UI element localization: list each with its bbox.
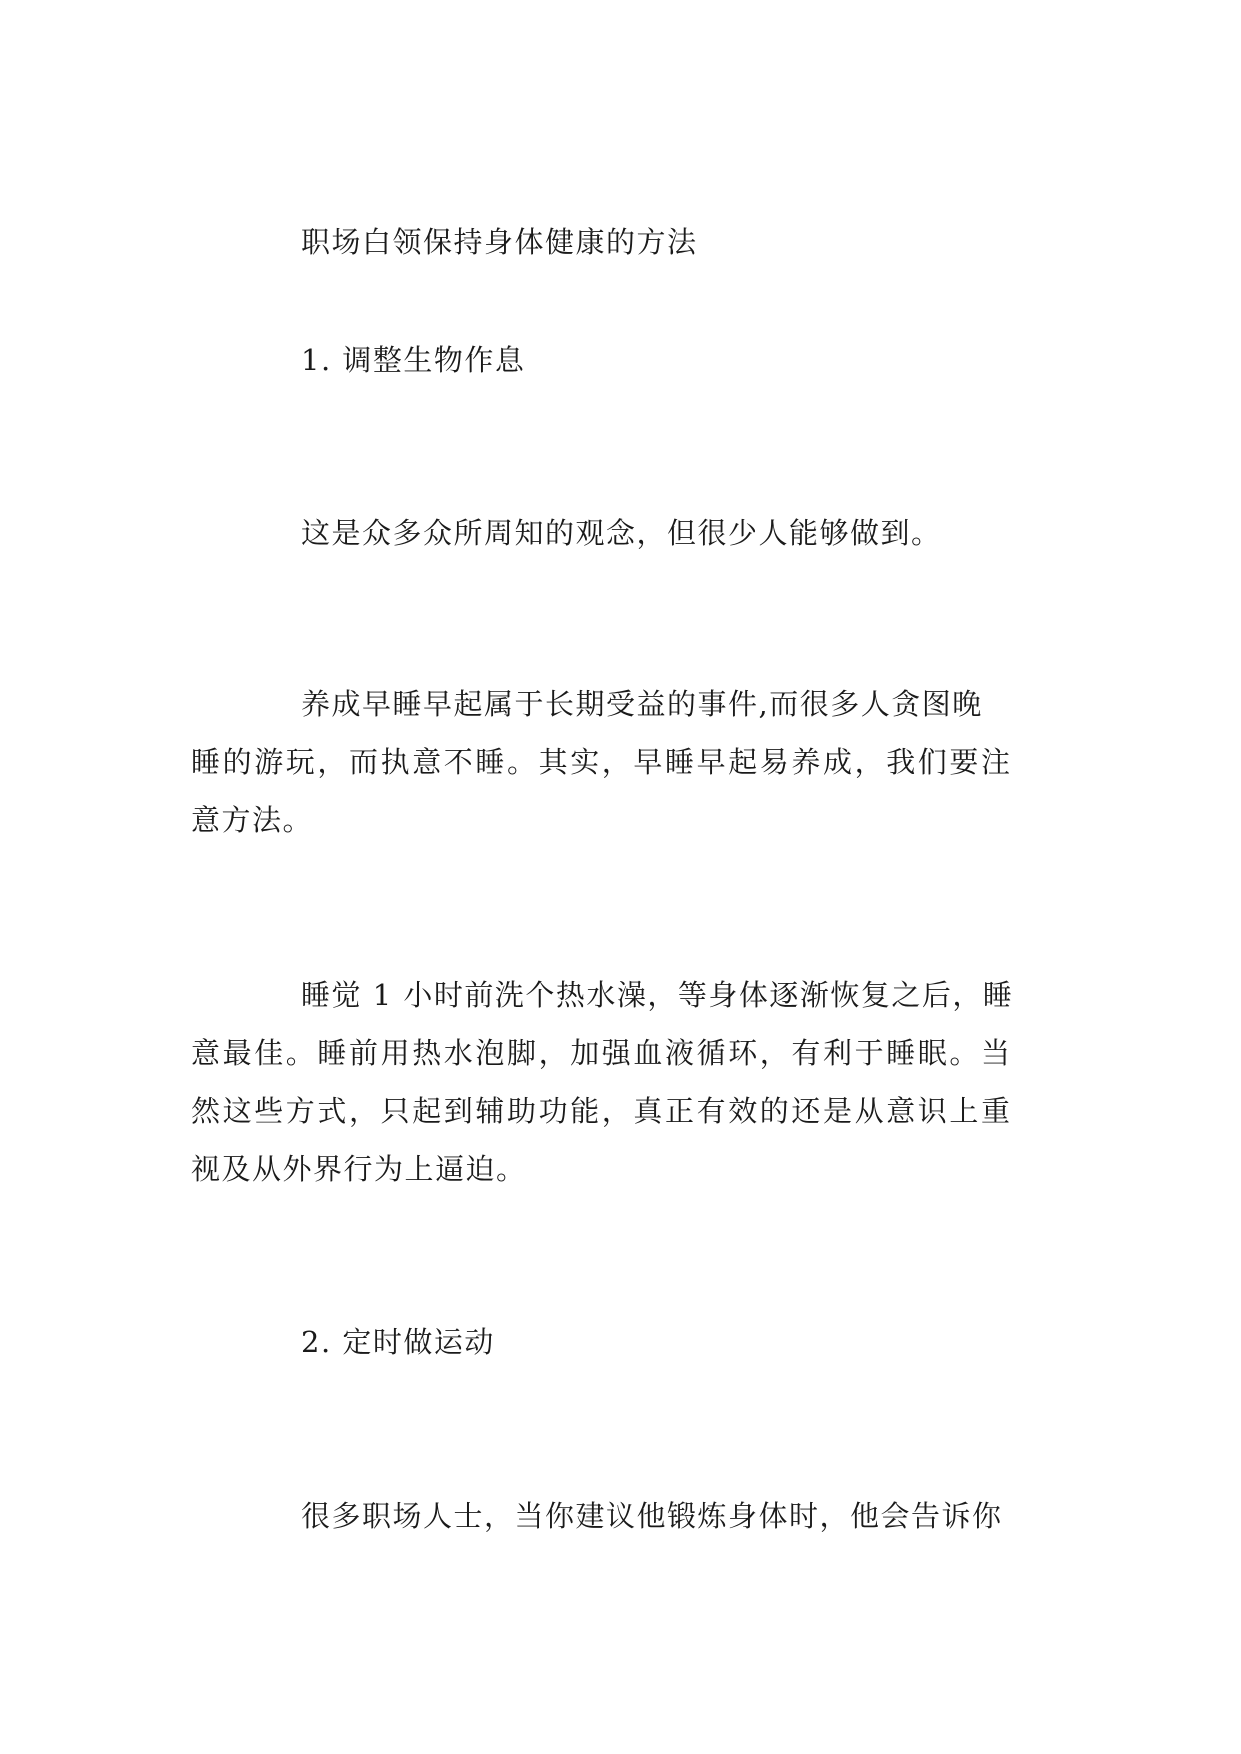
paragraph-line: 然这些方式，只起到辅助功能，真正有效的还是从意识上重 xyxy=(191,1094,1013,1128)
paragraph-line: 睡的游玩，而执意不睡。其实，早睡早起易养成，我们要注 xyxy=(191,745,1013,779)
paragraph-line: 睡觉 1 小时前洗个热水澡，等身体逐渐恢复之后，睡 xyxy=(301,978,1014,1012)
paragraph-line: 这是众多众所周知的观念，但很少人能够做到。 xyxy=(301,516,942,550)
paragraph-line: 意最佳。睡前用热水泡脚，加强血液循环，有利于睡眠。当 xyxy=(191,1036,1013,1070)
paragraph-line: 意方法。 xyxy=(191,803,314,837)
paragraph-line: 很多职场人士，当你建议他锻炼身体时，他会告诉你 xyxy=(301,1499,1003,1533)
section-heading-1: 1. 调整生物作息 xyxy=(301,343,526,377)
paragraph-line: 养成早睡早起属于长期受益的事件,而很多人贪图晚 xyxy=(301,687,983,721)
section-heading-2: 2. 定时做运动 xyxy=(301,1325,495,1359)
paragraph-line: 视及从外界行为上逼迫。 xyxy=(191,1152,527,1186)
document-title: 职场白领保持身体健康的方法 xyxy=(301,225,698,259)
